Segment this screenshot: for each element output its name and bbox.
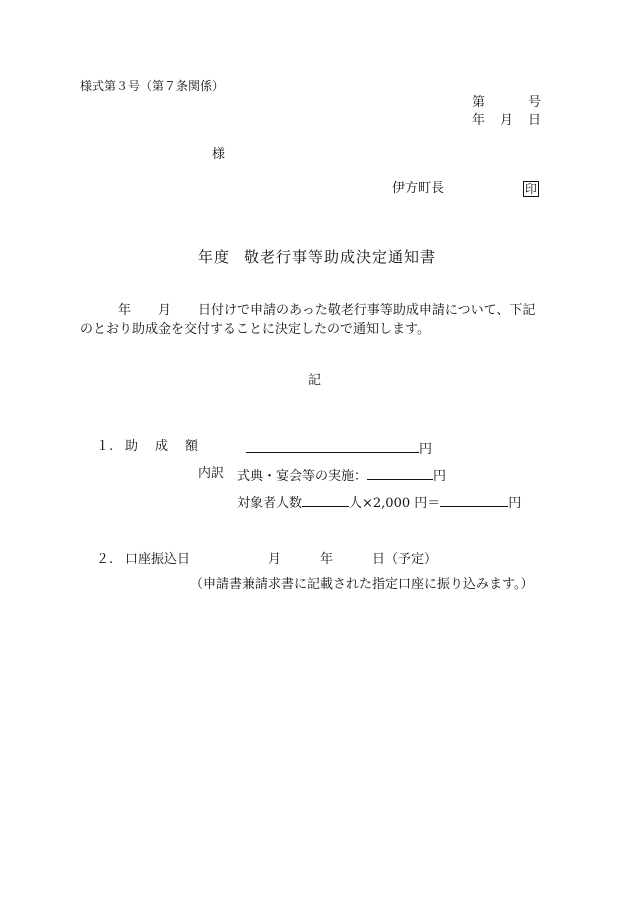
item2-number: ２. [96,552,114,567]
seal-mark: 印 [525,182,538,196]
doc-number-suffix: 号 [528,95,542,110]
item1-amount-blank [246,440,419,453]
ceremony-blank [367,467,433,480]
ki-heading: 記 [308,373,322,388]
headcount-formula: 人×2,000 円＝ [349,496,441,511]
item1-number: １. [96,439,114,454]
date-month: 月 [500,113,514,128]
headcount-label: 対象者人数 [237,496,303,511]
body-year: 年 [118,303,132,318]
item1-label: 助 成 額 [125,439,201,454]
item2-year: 年 [320,552,334,567]
headcount-total-blank [440,494,508,507]
body-line2: のとおり助成金を交付することに決定したので通知します。 [80,322,430,337]
item2-month: 月 [268,552,282,567]
date-day: 日 [528,113,542,128]
page-title: 敬老行事等助成決定通知書 [244,248,437,266]
issuer-name: 伊方町長 [392,181,445,196]
seal-box [523,180,539,197]
ceremony-unit: 円 [433,469,447,484]
breakdown-label: 内訳 [198,466,225,481]
date-year: 年 [472,113,486,128]
ceremony-field [237,467,446,483]
headcount-unit: 円 [508,496,522,511]
headcount-field [237,494,521,510]
item1-unit: 円 [419,442,433,457]
body-month: 月 [158,303,172,318]
item2-note: （申請書兼請求書に記載された指定口座に振り込みます。） [190,577,534,592]
item2-day-scheduled: 日（予定） [372,552,438,567]
item1-amount-field [246,440,432,456]
body-line1: 日付けで申請のあった敬老行事等助成申請について、下記 [198,303,536,318]
item2-label: 口座振込日 [125,552,191,567]
doc-number-prefix: 第 [472,95,486,110]
addressee-honorific: 様 [212,147,226,162]
form-id: 様式第３号（第７条関係） [80,79,225,93]
headcount-blank [302,494,349,507]
ceremony-label: 式典・宴会等の実施： [237,469,368,484]
title-year-word: 年度 [198,248,231,266]
